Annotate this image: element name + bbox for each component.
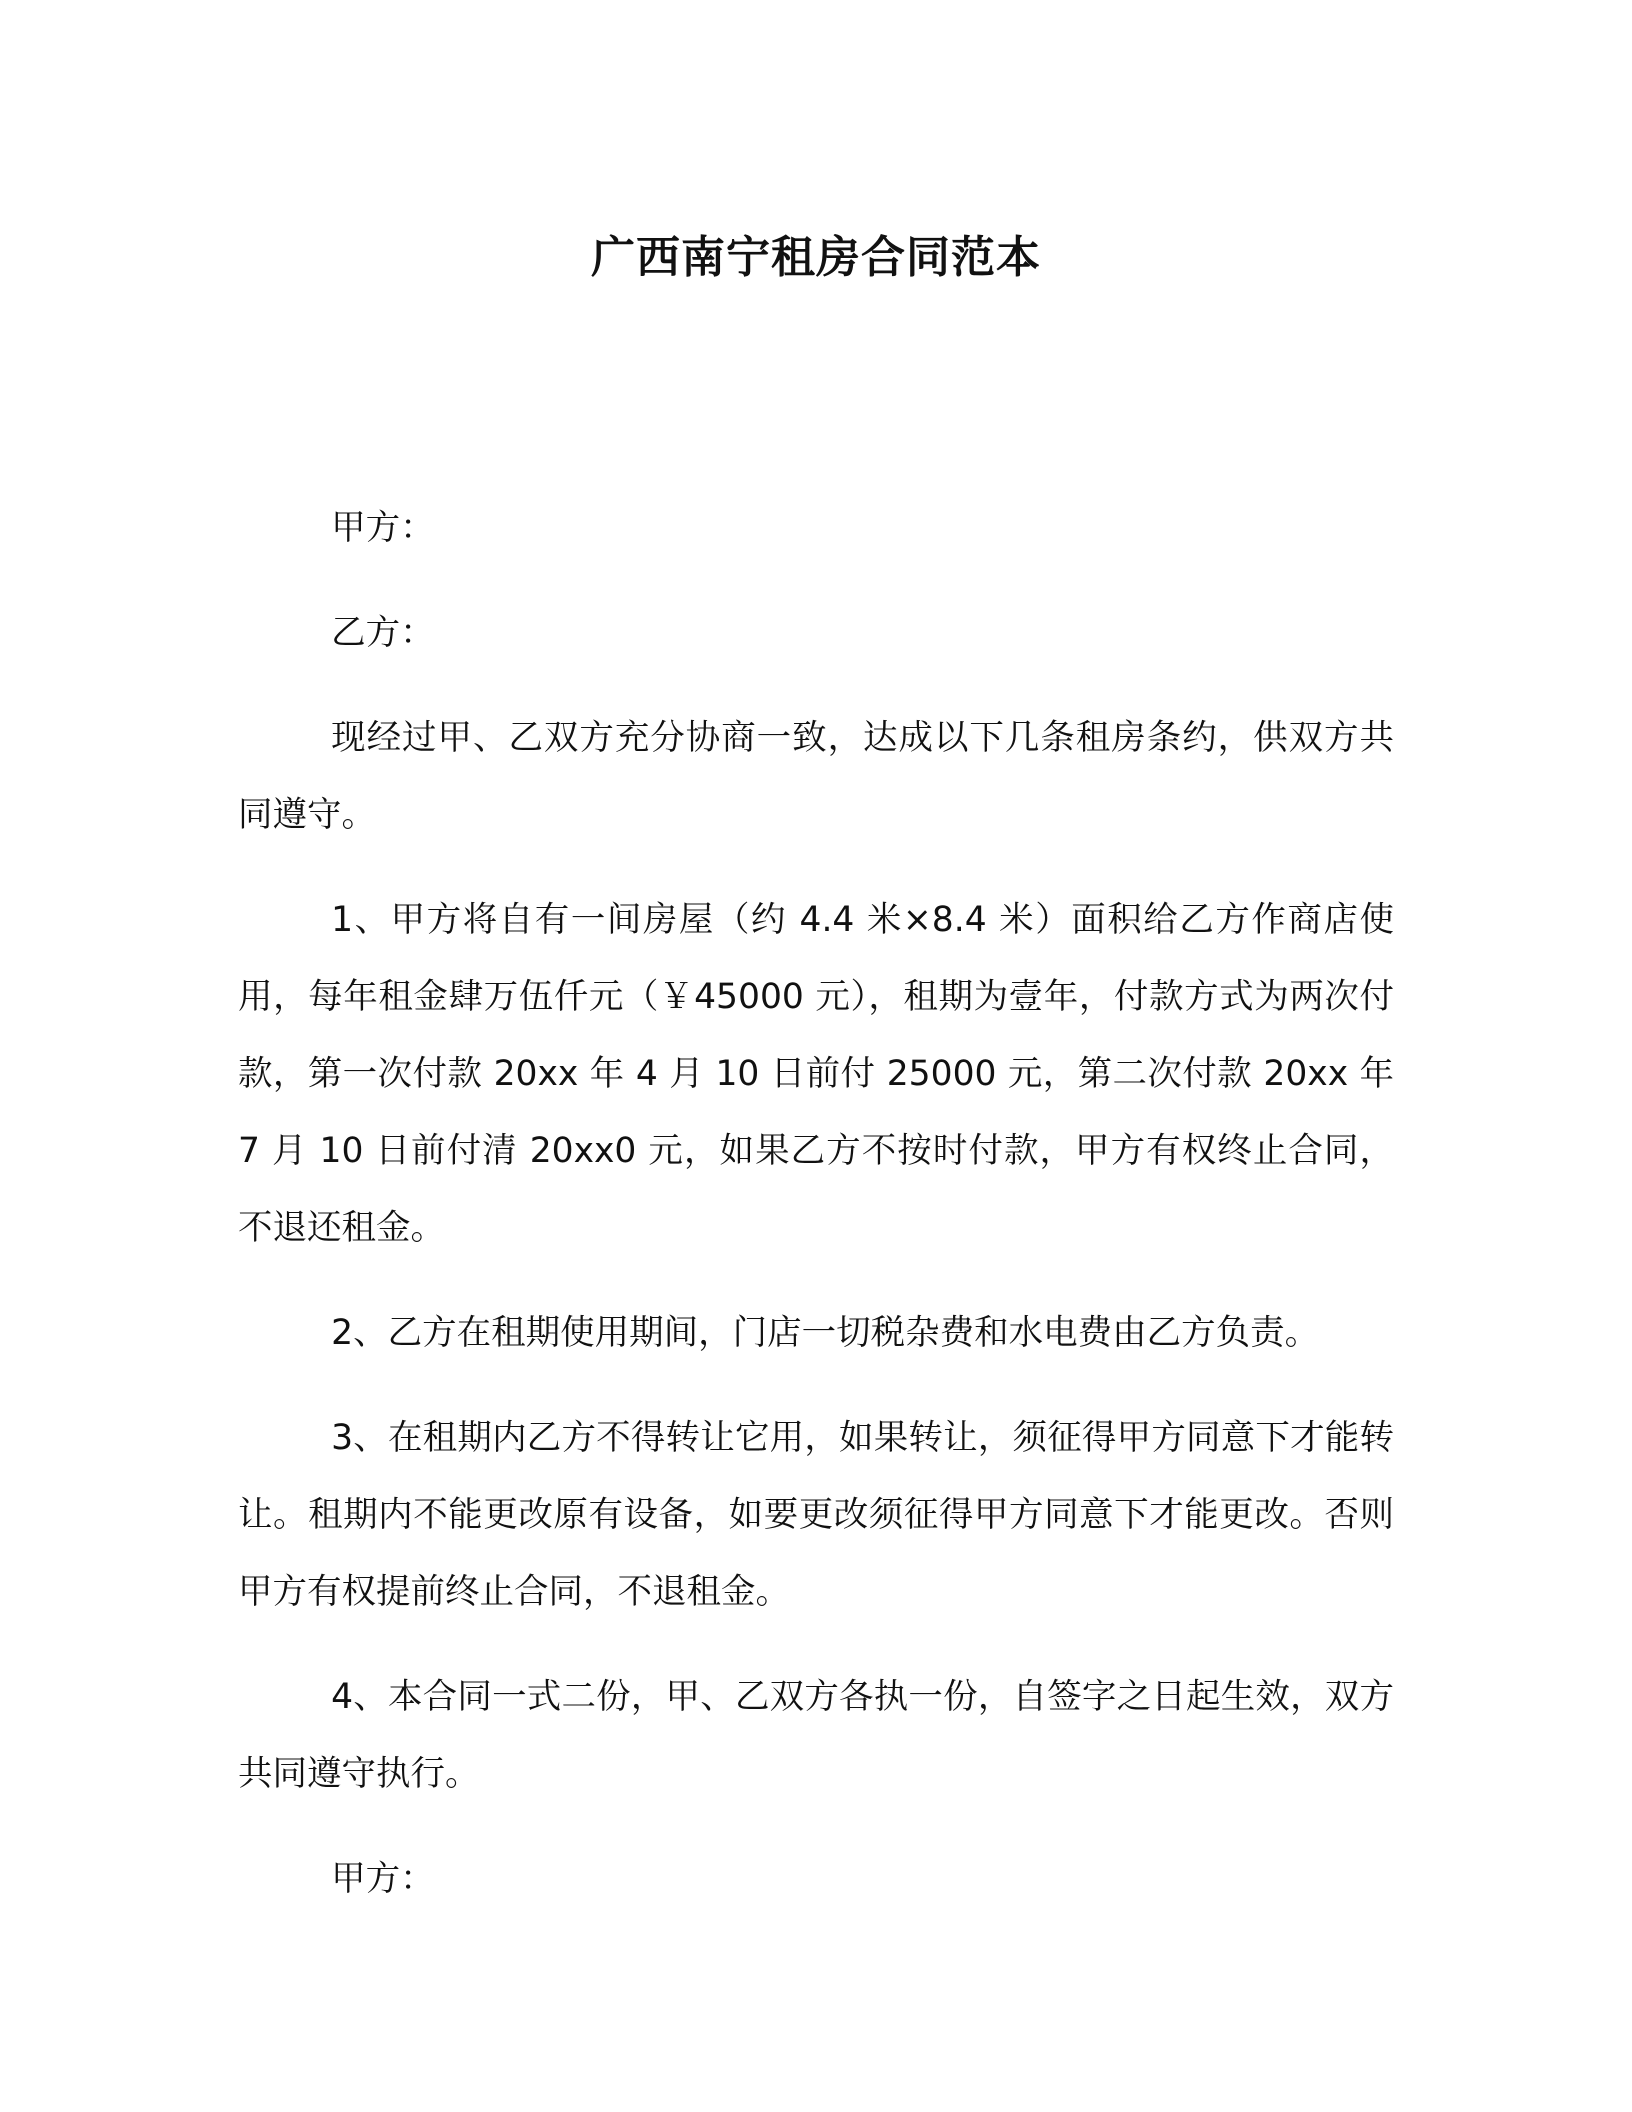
party-b-line: 乙方：	[331, 613, 435, 653]
preamble-paragraph: 现经过甲、乙双方充分协商一致，达成以下几条租房条约，供双方共同遵守。	[238, 718, 1394, 835]
clause-1-paragraph: 1、甲方将自有一间房屋（约 4.4 米×8.4 米）面积给乙方作商店使用，每年租金肆万伍仟元（￥45000 元），租期为壹年，付款方式为两次付款，第一次付款 20xx 年 4 月 10 日前付 25000 元，第二次付款 20xx 年 7 月 10 日前付清 20xx0 元，如果乙方不按时付款，甲方有权终止合同，不退还租金。	[238, 900, 1394, 1248]
clause-4-paragraph: 4、本合同一式二份，甲、乙双方各执一份，自签字之日起生效，双方共同遵守执行。	[238, 1677, 1394, 1794]
document-body	[238, 490, 1394, 1918]
clause-3-paragraph: 3、在租期内乙方不得转让它用，如果转让，须征得甲方同意下才能转让。租期内不能更改原有设备，如要更改须征得甲方同意下才能更改。否则甲方有权提前终止合同，不退租金。	[238, 1418, 1394, 1612]
party-a-line: 甲方：	[331, 508, 435, 548]
document-title: 广西南宁租房合同范本	[591, 232, 1041, 283]
signature-party-a-line: 甲方：	[331, 1859, 435, 1899]
clause-2-paragraph: 2、乙方在租期使用期间，门店一切税杂费和水电费由乙方负责。	[331, 1313, 1320, 1353]
